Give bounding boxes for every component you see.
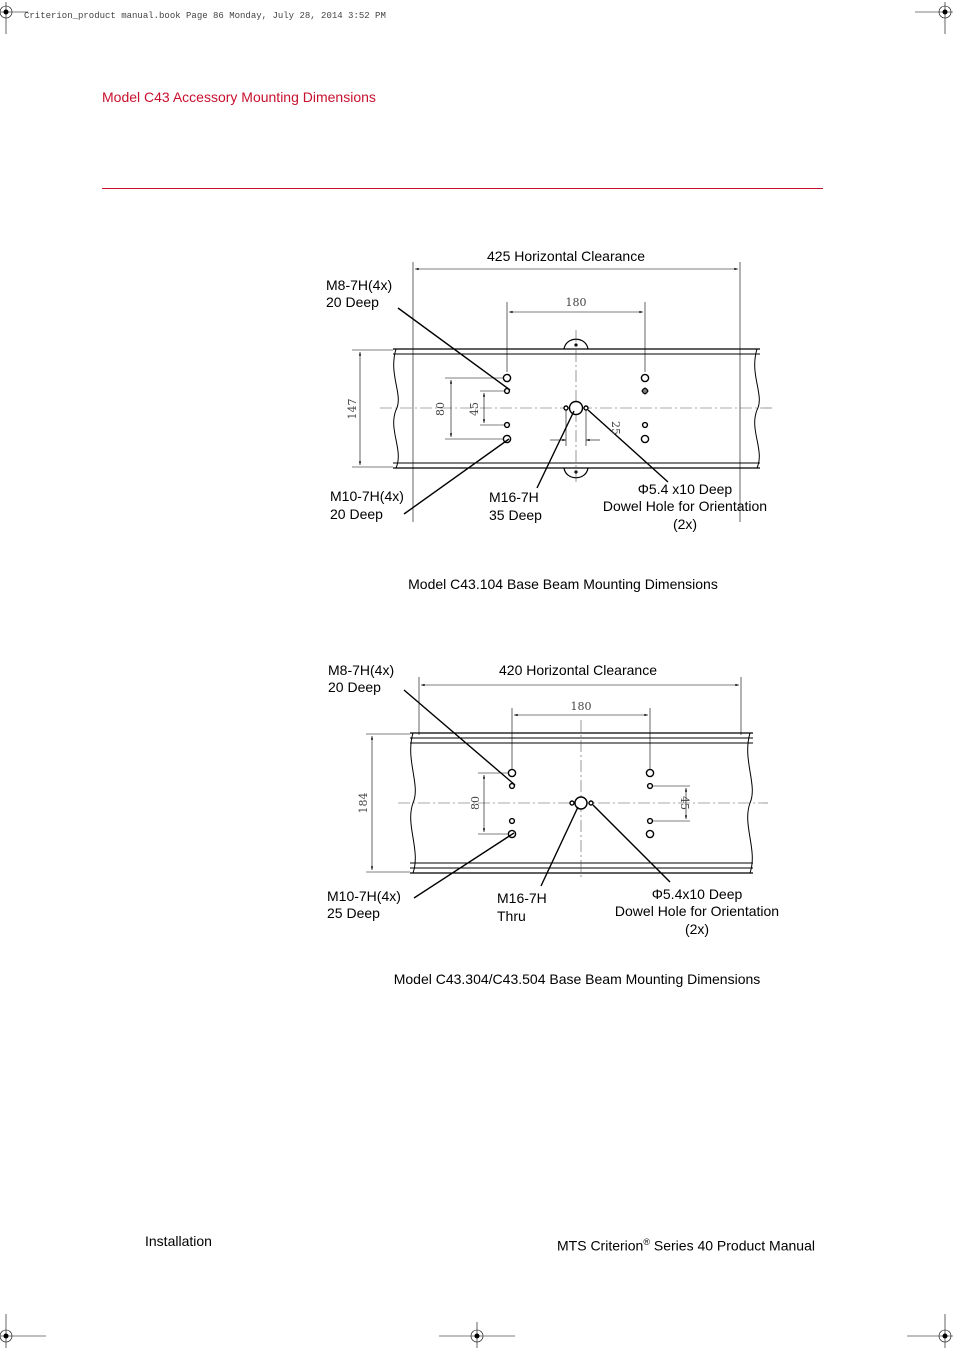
fig2-m16-label-line2: Thru <box>497 908 526 924</box>
fig1-dim-45: 45 <box>468 402 481 416</box>
fig1-dowel-label-line2: Dowel Hole for Orientation <box>602 498 768 514</box>
fig2-dowel-label-line1: Φ5.4x10 Deep <box>651 886 743 902</box>
section-title: Model C43 Accessory Mounting Dimensions <box>102 89 376 105</box>
fig2-clearance-label: 420 Horizontal Clearance <box>499 662 657 678</box>
fig2-dim-184: 184 <box>357 792 370 814</box>
fig2-dim-80: 80 <box>469 796 482 810</box>
fig1-dim-25: 25 <box>609 421 622 435</box>
registered-mark: ® <box>643 1237 650 1247</box>
fig1-m16-label-line1: M16-7H <box>489 489 539 505</box>
crop-mark-icon <box>907 1314 953 1348</box>
crop-mark-icon <box>0 1314 46 1348</box>
fig2-m8-label-line2: 20 Deep <box>328 679 381 695</box>
fig2-caption: Model C43.304/C43.504 Base Beam Mounting Dimensions <box>393 971 761 987</box>
footer-manual-title <box>557 1237 815 1254</box>
registration-marks <box>0 2 953 1348</box>
fig1-m10-label-line2: 20 Deep <box>330 506 383 522</box>
fig1-m10-label-line1: M10-7H(4x) <box>330 488 404 504</box>
fig1-clearance-label: 425 Horizontal Clearance <box>487 248 645 264</box>
footer-section-name: Installation <box>145 1233 212 1249</box>
fig2-dim-45: 45 <box>678 796 691 810</box>
crop-mark-icon <box>439 1322 515 1348</box>
fig2-dim-180: 180 <box>570 700 592 713</box>
fig1-m16-label-line2: 35 Deep <box>489 507 542 523</box>
figure-2-drawing <box>366 677 768 898</box>
fig2-m10-label-line1: M10-7H(4x) <box>327 888 401 904</box>
print-header: Criterion_product manual.book Page 86 Monday, July 28, 2014 3:52 PM <box>24 11 386 21</box>
fig1-m8-label-line2: 20 Deep <box>326 294 379 310</box>
fig2-m16-label-line1: M16-7H <box>497 890 547 906</box>
fig1-caption: Model C43.104 Base Beam Mounting Dimensions <box>408 576 718 592</box>
fig1-dim-147: 147 <box>346 398 359 420</box>
footer-manual-suffix: Series 40 Product Manual <box>650 1237 815 1254</box>
fig1-dowel-label-line1: Φ5.4 x10 Deep <box>637 481 733 497</box>
crop-mark-icon <box>0 2 28 34</box>
fig2-dowel-label-line2: Dowel Hole for Orientation <box>614 903 780 919</box>
fig1-m8-label-line1: M8-7H(4x) <box>326 277 393 293</box>
fig2-dowel-label-line3: (2x) <box>684 921 710 937</box>
fig1-dim-80: 80 <box>434 402 447 416</box>
crop-mark-icon <box>915 2 953 34</box>
fig1-dowel-label-line3: (2x) <box>672 516 698 532</box>
fig2-m10-label-line2: 25 Deep <box>327 905 380 921</box>
footer-manual-prefix: MTS Criterion <box>557 1237 644 1254</box>
fig2-m8-label-line1: M8-7H(4x) <box>328 662 395 678</box>
fig1-dim-180: 180 <box>565 296 587 309</box>
